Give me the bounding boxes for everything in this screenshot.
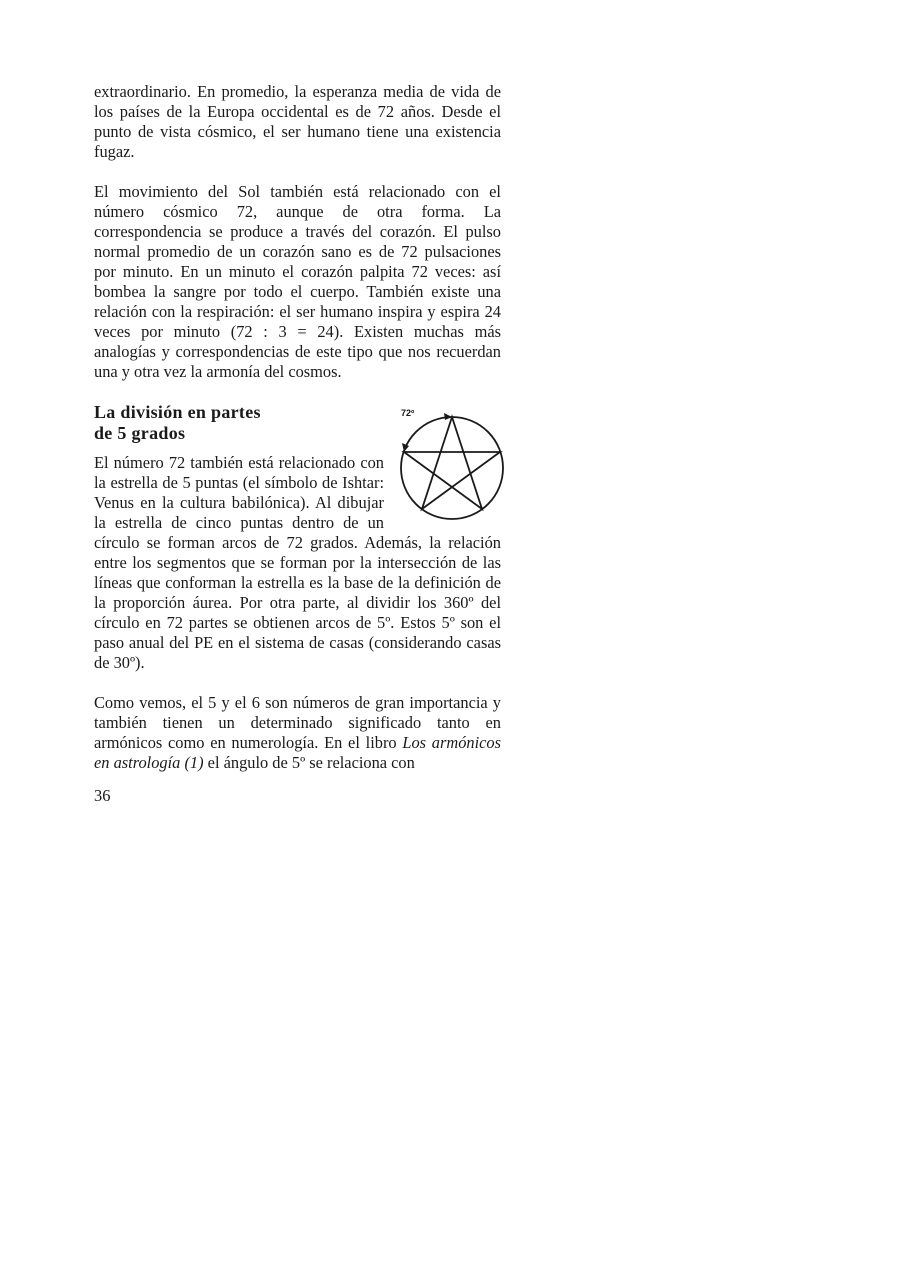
paragraph-five-point-star: El número 72 también está relacionado con la estrella de 5 puntas (el símbolo de Ishtar: Venus en la cultura babilónica). Al dibujar la estrella de cinco puntas dentro de un círculo se forman arcos de 72 grados. Además, la relación entre los segmentos que se forman por la intersección de las líneas que conforman la estrella es la base de la definición de la proporción áurea. Por otra parte, al dividir los 360º del círculo en 72 partes se obtienen arcos de 5º. Estos 5º son el paso anual del PE en el sistema de casas (considerando casas de 30º). [94, 453, 501, 672]
circle-outline [401, 417, 503, 519]
paragraph-life-expectancy: extraordinario. En promedio, la esperanza media de vida de los países de la Europa occidental es de 72 años. Desde el punto de vista cósmico, el ser humano tiene una existencia fugaz. [94, 82, 501, 161]
book-title: Los armónicos en astrología (1) [94, 733, 501, 772]
pentagram-icon [394, 404, 508, 520]
page-number: 36 [94, 786, 111, 805]
paragraph-numerology-start: Como vemos, el 5 y el 6 son números de gran importancia y también tienen un determinado significado tanto en armónicos como en numerología. En el libro [94, 693, 501, 752]
paragraph-numerology-end: el ángulo de 5º se relaciona con [203, 753, 415, 772]
section-title-line-1: La división en partes [94, 402, 261, 422]
section-five-degree-division [94, 402, 501, 673]
text-column [94, 82, 501, 793]
section-title-line-2: de 5 grados [94, 423, 186, 443]
arc-label: 72º [401, 408, 415, 418]
paragraph-numerology [94, 693, 501, 773]
pentagram-figure [394, 404, 508, 520]
arc-arrowhead-left [402, 443, 409, 452]
paragraph-heart-rhythm: El movimiento del Sol también está relacionado con el número cósmico 72, aunque de otra forma. La correspondencia se produce a través del corazón. El pulso normal promedio de un corazón sano es de 72 pulsaciones por minuto. En un minuto el corazón palpita 72 veces: así bombea la sangre por todo el cuerpo. También existe una relación con la respiración: el ser humano inspira y espira 24 veces por minuto (72 : 3 = 24). Existen muchas más analogías y correspondencias de este tipo que nos recuerdan una y otra vez la armonía del cosmos. [94, 182, 501, 381]
